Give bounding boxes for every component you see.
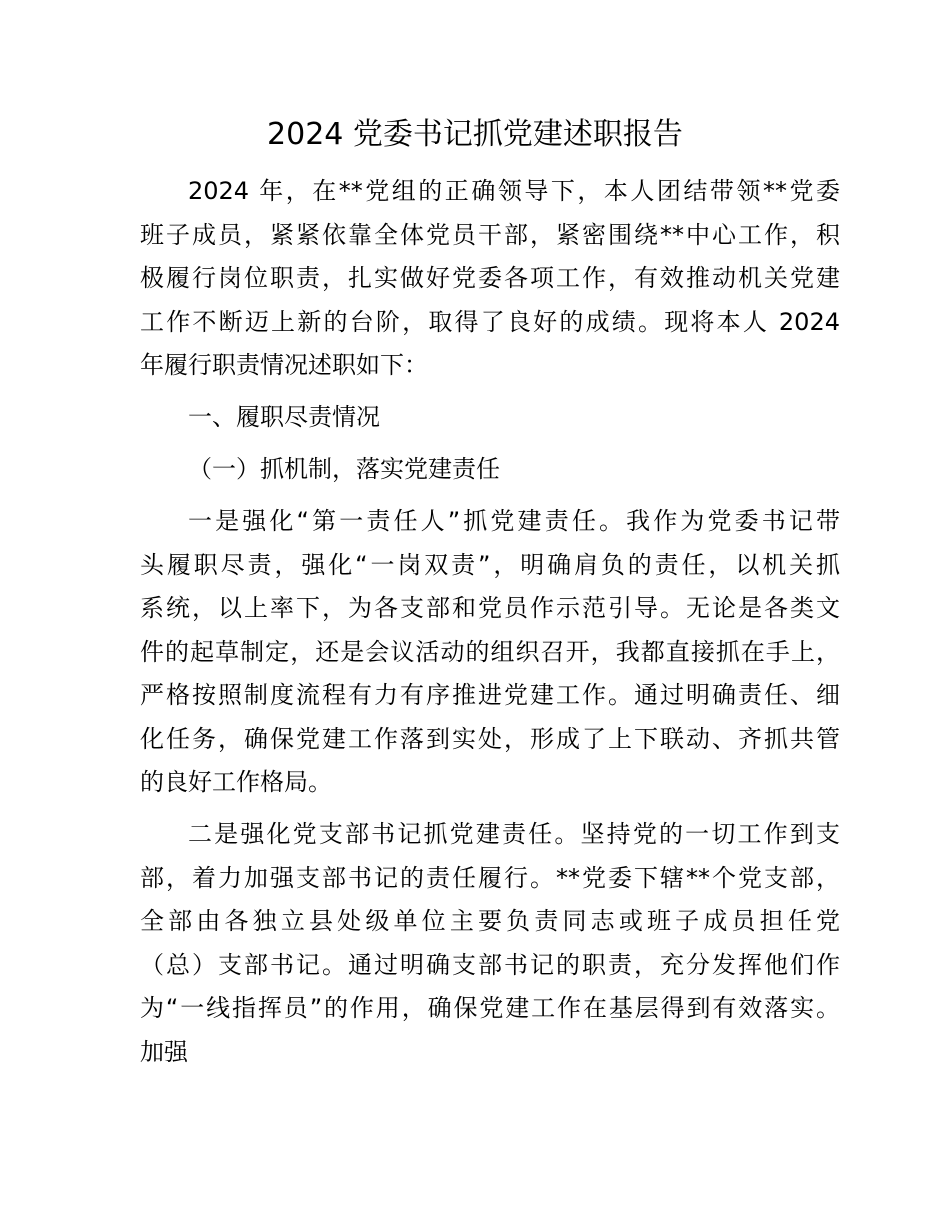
- text-line: 的良好工作格局。: [140, 768, 332, 796]
- text-line: （总）支部书记。通过明确支部书记的职责，充分发挥他们作: [140, 950, 840, 979]
- paragraph-gap: [140, 388, 840, 397]
- paragraph-gap: [140, 805, 840, 814]
- paragraph-branch-secretary: [140, 813, 840, 1074]
- text-line: 为“一线指挥员”的作用，确保党建工作在基层得到有效落实。: [140, 994, 840, 1022]
- section-heading: 一、履职尽责情况: [188, 403, 380, 431]
- document-title: 2024 党委书记抓党建述职报告: [267, 117, 683, 152]
- paragraph-gap: [140, 492, 840, 501]
- text-line: 年履行职责情况述职如下：: [140, 351, 428, 379]
- paragraph-gap: [140, 440, 840, 449]
- text-line: 系统，以上率下，为各支部和党员作示范引导。无论是各类文: [140, 594, 840, 622]
- text-line: 班子成员，紧紧依靠全体党员干部，紧密围绕**中心工作，积: [140, 220, 840, 249]
- text-line: 部，着力加强支部书记的责任履行。**党委下辖**个党支部，: [140, 863, 840, 892]
- text-line: 全部由各独立县处级单位主要负责同志或班子成员担任党: [140, 907, 840, 935]
- intro-paragraph: [140, 170, 840, 388]
- text-line: 极履行岗位职责，扎实做好党委各项工作，有效推动机关党建: [140, 264, 840, 292]
- text-line: 头履职尽责，强化“一岗双责”，明确肩负的责任，以机关抓: [140, 550, 840, 579]
- paragraph-first-responsibility: [140, 500, 840, 805]
- subsection-heading: （一）抓机制，落实党建责任: [188, 455, 500, 483]
- text-line: 加强: [140, 1037, 188, 1066]
- text-line: 件的起草制定，还是会议活动的组织召开，我都直接抓在手上，: [140, 637, 840, 666]
- document-body: [140, 170, 840, 1074]
- text-line: 工作不断迈上新的台阶，取得了良好的成绩。现将本人 2024: [140, 307, 840, 336]
- text-line: 严格按照制度流程有力有序推进党建工作。通过明确责任、细: [140, 681, 840, 709]
- text-line: 化任务，确保党建工作落到实处，形成了上下联动、齐抓共管: [140, 724, 840, 753]
- text-line: 二是强化党支部书记抓党建责任。坚持党的一切工作到支: [188, 820, 840, 848]
- text-line: 一是强化“第一责任人”抓党建责任。我作为党委书记带: [188, 507, 840, 535]
- text-line: 2024 年，在**党组的正确领导下，本人团结带领**党委: [188, 177, 840, 205]
